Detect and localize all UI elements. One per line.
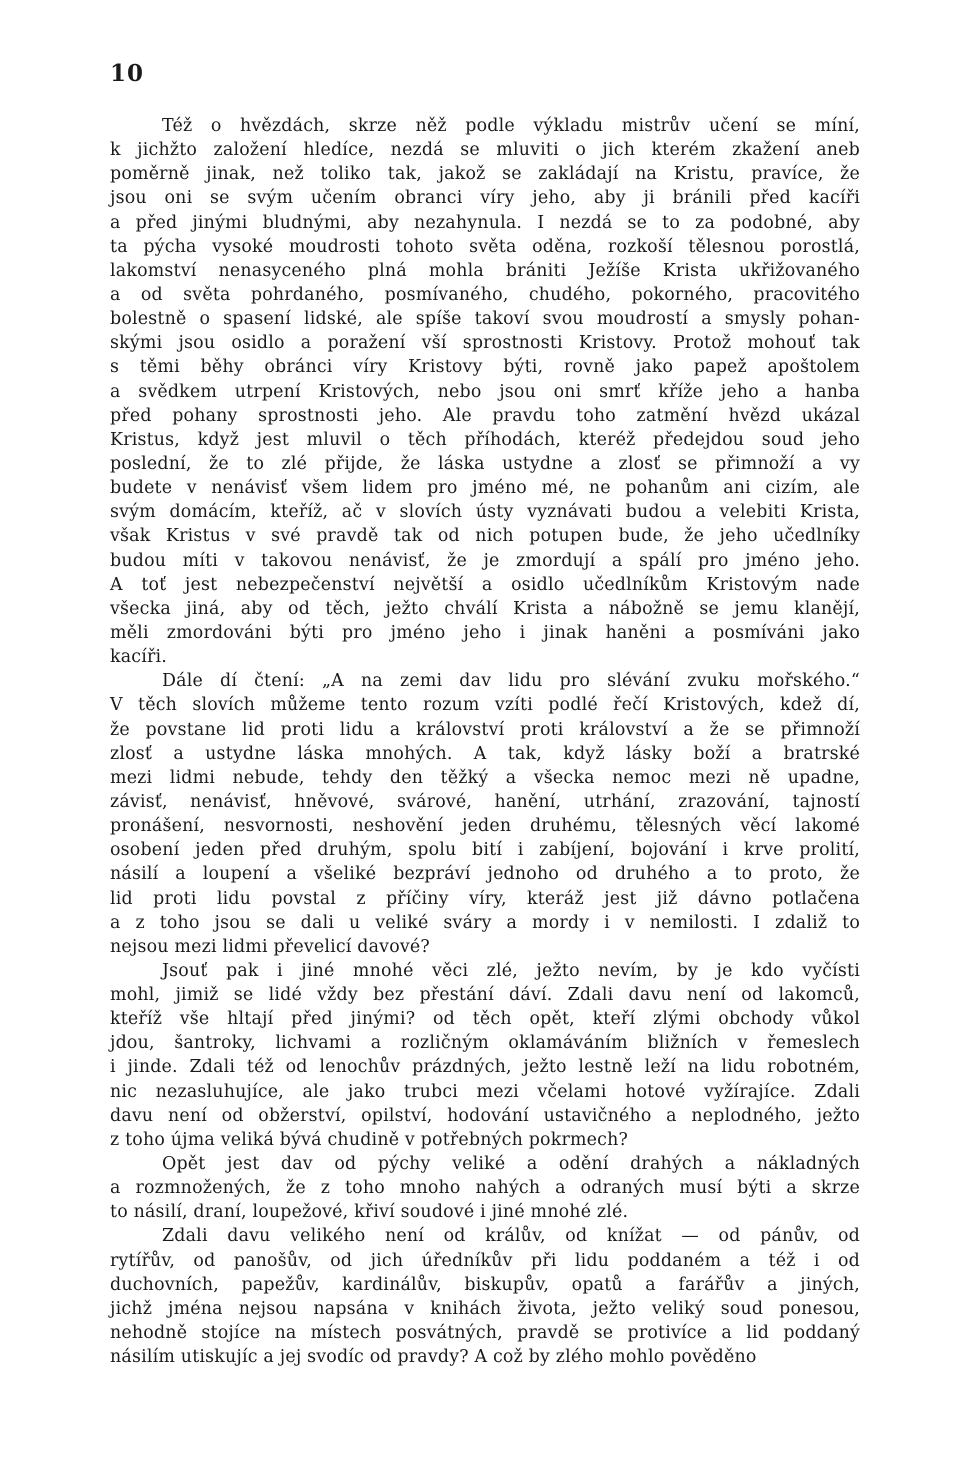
text-line: a z toho jsou se dali u veliké sváry a mordy i v nemilosti. I zdaliž to — [110, 912, 860, 933]
paragraph — [110, 669, 860, 959]
text-line: z toho újma veliká bývá chudině v potřebných pokrmech? — [110, 1129, 629, 1150]
text-line: nic nezasluhujíce, ale jako trubci mezi včelami hotové vyžírajíce. Zdali — [110, 1081, 860, 1102]
text-line: před pohany sprostnosti jeho. Ale pravdu toho zatmění hvězd ukázal — [110, 405, 860, 426]
text-line: však Kristus v své pravdě tak od nich potupen bude, že jeho učedlníky — [110, 526, 860, 547]
text-line: skými jsou osidlo a poražení vší sprostnosti Kristovy. Protož mohouť tak — [110, 333, 860, 354]
text-line: násilím utiskujíc a jej svodíc od pravdy? A což by zlého mohlo pověděno — [110, 1347, 757, 1368]
text-line: osobení jeden před druhým, spolu bití i zabíjení, bojování i krve prolití, — [110, 840, 860, 861]
text-line: poměrně jinak, než toliko tak, jakož se zakládají na Kristu, pravíce, že — [110, 164, 860, 185]
page-number: 10 — [110, 60, 145, 87]
text-line: bolestně o spasení lidské, ale spíše takoví svou moudrostí a smysly pohan- — [110, 309, 860, 330]
text-line: že povstane lid proti lidu a království proti království a že se přimnoží — [110, 719, 860, 740]
text-line: lid proti lidu povstal z příčiny víry, kteráž jest již dávno potlačena — [110, 888, 860, 909]
text-line: poslední, že to zlé přijde, že láska ustydne a zlosť se přimnoží a vy — [110, 453, 860, 474]
text-line: svým domácím, kteříž, ač v slovích ústy vyznávati budou a velebiti Krista, — [110, 502, 860, 523]
text-line: Dále dí čtení: „A na zemi dav lidu pro slévání zvuku mořského.“ — [162, 671, 860, 692]
text-line: všecka jiná, aby od těch, ježto chválí Krista a nábožně se jemu klanějí, — [110, 598, 860, 619]
text-line: A toť jest nebezpečenství největší a osidlo učedlníkům Kristovým nade — [110, 574, 860, 595]
text-line: zlosť a ustydne láska mnohých. A tak, když lásky boží a bratrské — [110, 743, 860, 764]
text-line: jsou oni se svým učením obranci víry jeho, aby ji bránili před kacíři — [110, 188, 860, 209]
text-line: rytířův, od panošův, od jich úředníkův při lidu poddaném a též i od — [110, 1250, 860, 1271]
text-line: davu není od obžerství, opilství, hodování ustavičného a neplodného, ježto — [110, 1105, 860, 1126]
text-line: to násilí, draní, loupežové, křiví soudové i jiné mnohé zlé. — [110, 1202, 629, 1223]
text-line: měli zmordováni býti pro jméno jeho i jinak haněni a posmíváni jako — [110, 622, 860, 643]
text-line: budou míti v takovou nenávisť, že je zmordují a spálí pro jméno jeho. — [110, 550, 860, 571]
paragraph — [110, 959, 860, 1152]
text-line: mohl, jimiž se lidé vždy bez přestání dáví. Zdali davu není od lakomců, — [110, 985, 860, 1006]
text-line: Jsouť pak i jiné mnohé věci zlé, ježto nevím, by je kdo vyčísti — [162, 960, 860, 981]
text-line: kacíři. — [110, 647, 168, 668]
text-line: duchovních, papežův, kardinálův, biskupův, opatů a farářův a jiných, — [110, 1274, 860, 1295]
text-line: násilí a loupení a všeliké bezpráví jednoho od druhého a to proto, že — [110, 864, 860, 885]
text-line: s těmi běhy obránci víry Kristovy býti, rovně jako papež apoštolem — [110, 357, 860, 378]
text-line: a rozmnožených, že z toho mnoho nahých a odraných musí býti a skrze — [110, 1178, 860, 1199]
text-line: pronášení, nesvornosti, neshovění jeden druhému, tělesných věcí lakomé — [110, 816, 860, 837]
paragraph — [110, 1152, 860, 1224]
text-line: a před jinými bludnými, aby nezahynula. I nezdá se to za podobné, aby — [110, 212, 860, 233]
text-line: kteříž vše hltají před jinými? od těch opět, kteří zlými obchody vůkol — [110, 1009, 860, 1030]
body-text — [110, 114, 860, 1369]
text-line: Opět jest dav od pýchy veliké a odění drahých a nákladných — [162, 1154, 860, 1175]
text-line: k jichžto založení hledíce, nezdá se mluviti o jich kterém zkažení aneb — [110, 140, 860, 161]
paragraph — [110, 114, 860, 669]
text-line: Zdali davu velikého není od králův, od knížat — od pánův, od — [162, 1226, 860, 1247]
text-line: V těch slovích můžeme tento rozum vzíti podlé řečí Kristových, kdež dí, — [110, 695, 860, 716]
text-line: lakomství nenasyceného plná mohla brániti Ježíše Krista ukřižovaného — [110, 260, 860, 281]
text-line: mezi lidmi nebude, tehdy den těžký a všecka nemoc mezi ně upadne, — [110, 767, 860, 788]
text-line: závisť, nenávisť, hněvové, svárové, hanění, utrhání, zrazování, tajností — [110, 791, 860, 812]
text-line: nehodně stojíce na místech posvátných, pravdě se protivíce a lid poddaný — [110, 1323, 860, 1344]
text-line: a svědkem utrpení Kristových, nebo jsou oni smrť kříže jeho a hanba — [110, 381, 860, 402]
text-line: nejsou mezi lidmi převelicí davové? — [110, 936, 430, 957]
text-line: jichž jména nejsou napsána v knihách života, ježto veliký soud ponesou, — [110, 1298, 860, 1319]
text-line: Též o hvězdách, skrze něž podle výkladu mistrův učení se míní, — [162, 116, 860, 136]
text-line: i jinde. Zdali též od lenochův prázdných, ježto lestně leží na lidu robotném, — [110, 1057, 860, 1078]
text-line: a od světa pohrdaného, posmívaného, chudého, pokorného, pracovitého — [110, 284, 860, 305]
text-line: budete v nenávisť všem lidem pro jméno mé, ne pohanům ani cizím, ale — [110, 478, 860, 499]
text-line: Kristus, když jest mluvil o těch příhodách, kteréž předejdou soud jeho — [110, 429, 860, 450]
text-line: jdou, šantroky, lichvami a rozličným oklamáváním bližních v řemeslech — [110, 1033, 860, 1054]
text-line: ta pýcha vysoké moudrosti tohoto světa oděna, rozkoší tělesnou porostlá, — [110, 236, 860, 257]
paragraph — [110, 1224, 860, 1369]
